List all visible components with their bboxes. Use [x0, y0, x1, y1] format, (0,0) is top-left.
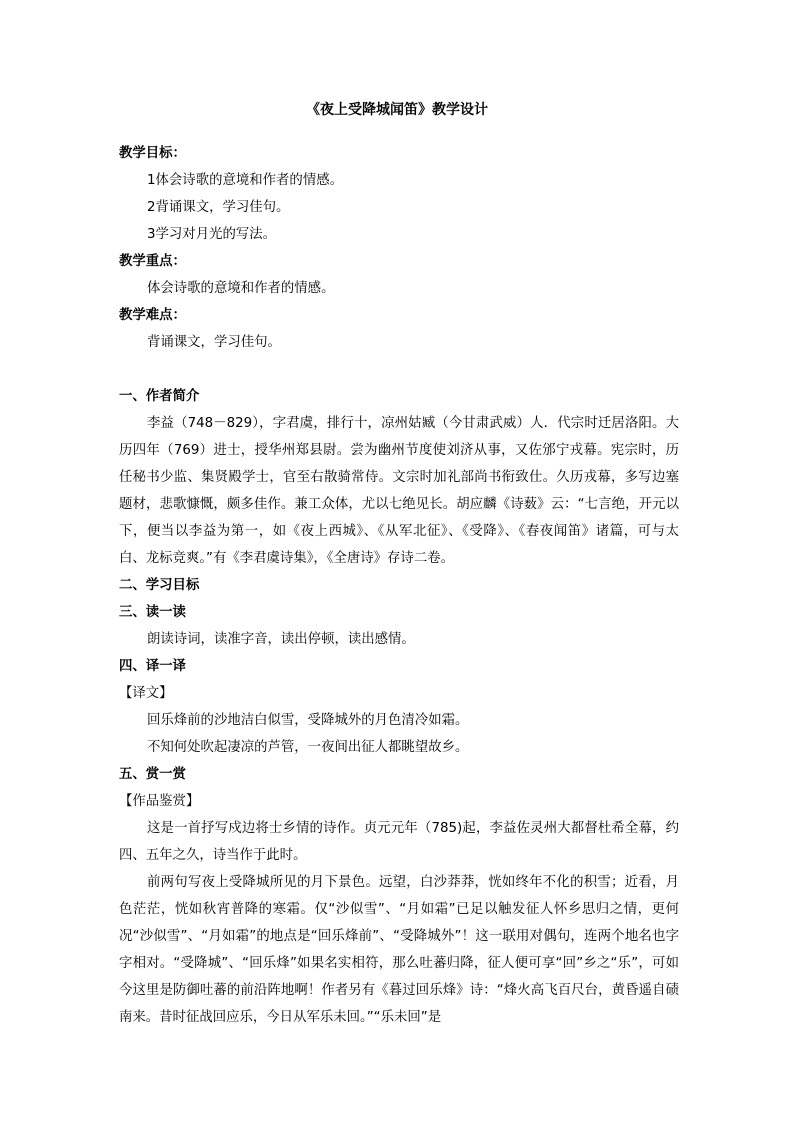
translation-line: 不知何处吹起凄凉的芦管，一夜间出征人都眺望故乡。 — [147, 740, 469, 755]
key-points-heading: 教学重点： — [119, 254, 186, 269]
appreciation-paragraph: 前两句写夜上受降城所见的月下景色。远望，白沙莽莽，恍如终年不化的积雪；近看，月色茫茫，恍如秋宵普降的寒霜。仅“沙似雪”、“月如霜”已足以触发征人怀乡思归之情，更何况“沙似雪”、“月如霜”的地点是“回乐烽前”、“受降城外”！这一联用对偶句，连两个地名也字字相对。“受降城”、“回乐烽”如果名实相符，那么吐蕃归降，征人便可享“回”乡之“乐”，可如今这里是防御吐蕃的前沿阵地啊！作者另有《暮过回乐烽》诗：“烽火高飞百尺台，黄昏遥自碛南来。昔时征战回应乐，今日从军乐未回。”“乐未回”是 — [119, 875, 679, 1025]
read-text: 朗读诗词，读准字音，读出停顿，读出感情。 — [147, 632, 415, 647]
translate-label: 【译文】 — [119, 686, 173, 701]
appreciate-heading: 五、赏一赏 — [119, 767, 186, 782]
document-body — [119, 140, 679, 1031]
read-heading: 三、读一读 — [119, 605, 186, 620]
difficulties-heading: 教学难点： — [119, 308, 186, 323]
goal-item: 1体会诗歌的意境和作者的情感。 — [147, 173, 343, 188]
difficulties-text: 背诵课文，学习佳句。 — [147, 335, 281, 350]
translate-heading: 四、译一译 — [119, 659, 186, 674]
appreciate-label: 【作品鉴赏】 — [119, 794, 200, 809]
author-heading: 一、作者简介 — [119, 389, 200, 404]
translation-line: 回乐烽前的沙地洁白似雪，受降城外的月色清冷如霜。 — [147, 713, 469, 728]
study-goals-heading: 二、学习目标 — [119, 578, 200, 593]
appreciation-paragraph: 这是一首抒写戍边将士乡情的诗作。贞元元年（785)起，李益佐灵州大都督杜希全幕，约四、五年之久，诗当作于此时。 — [119, 821, 679, 863]
document-title: 《夜上受降城闻笛》教学设计 — [306, 102, 488, 118]
goal-item: 2背诵课文，学习佳句。 — [147, 200, 290, 215]
goals-heading: 教学目标： — [119, 146, 186, 161]
spacer — [119, 356, 679, 383]
goal-item: 3学习对月光的写法。 — [147, 227, 277, 242]
key-points-text: 体会诗歌的意境和作者的情感。 — [147, 281, 335, 296]
author-text: 李益（748－829），字君虞，排行十，凉州姑臧（今甘肃武威）人．代宗时迁居洛阳。大历四年（769）进士，授华州郑县尉。尝为幽州节度使刘济从事，又佐邠宁戎幕。宪宗时，历任秘书少监、集贤殿学士，官至右散骑常侍。文宗时加礼部尚书衔致仕。久历戎幕，多写边塞题材，悲歌慷慨，颇多佳作。兼工众体，尤以七绝见长。胡应麟《诗薮》云：“七言绝，开元以下，便当以李益为第一，如《夜上西城》、《从军北征》、《受降》、《春夜闻笛》诸篇，可与太白、龙标竞爽。”有《李君虞诗集》，《全唐诗》存诗二卷。 — [119, 416, 679, 566]
